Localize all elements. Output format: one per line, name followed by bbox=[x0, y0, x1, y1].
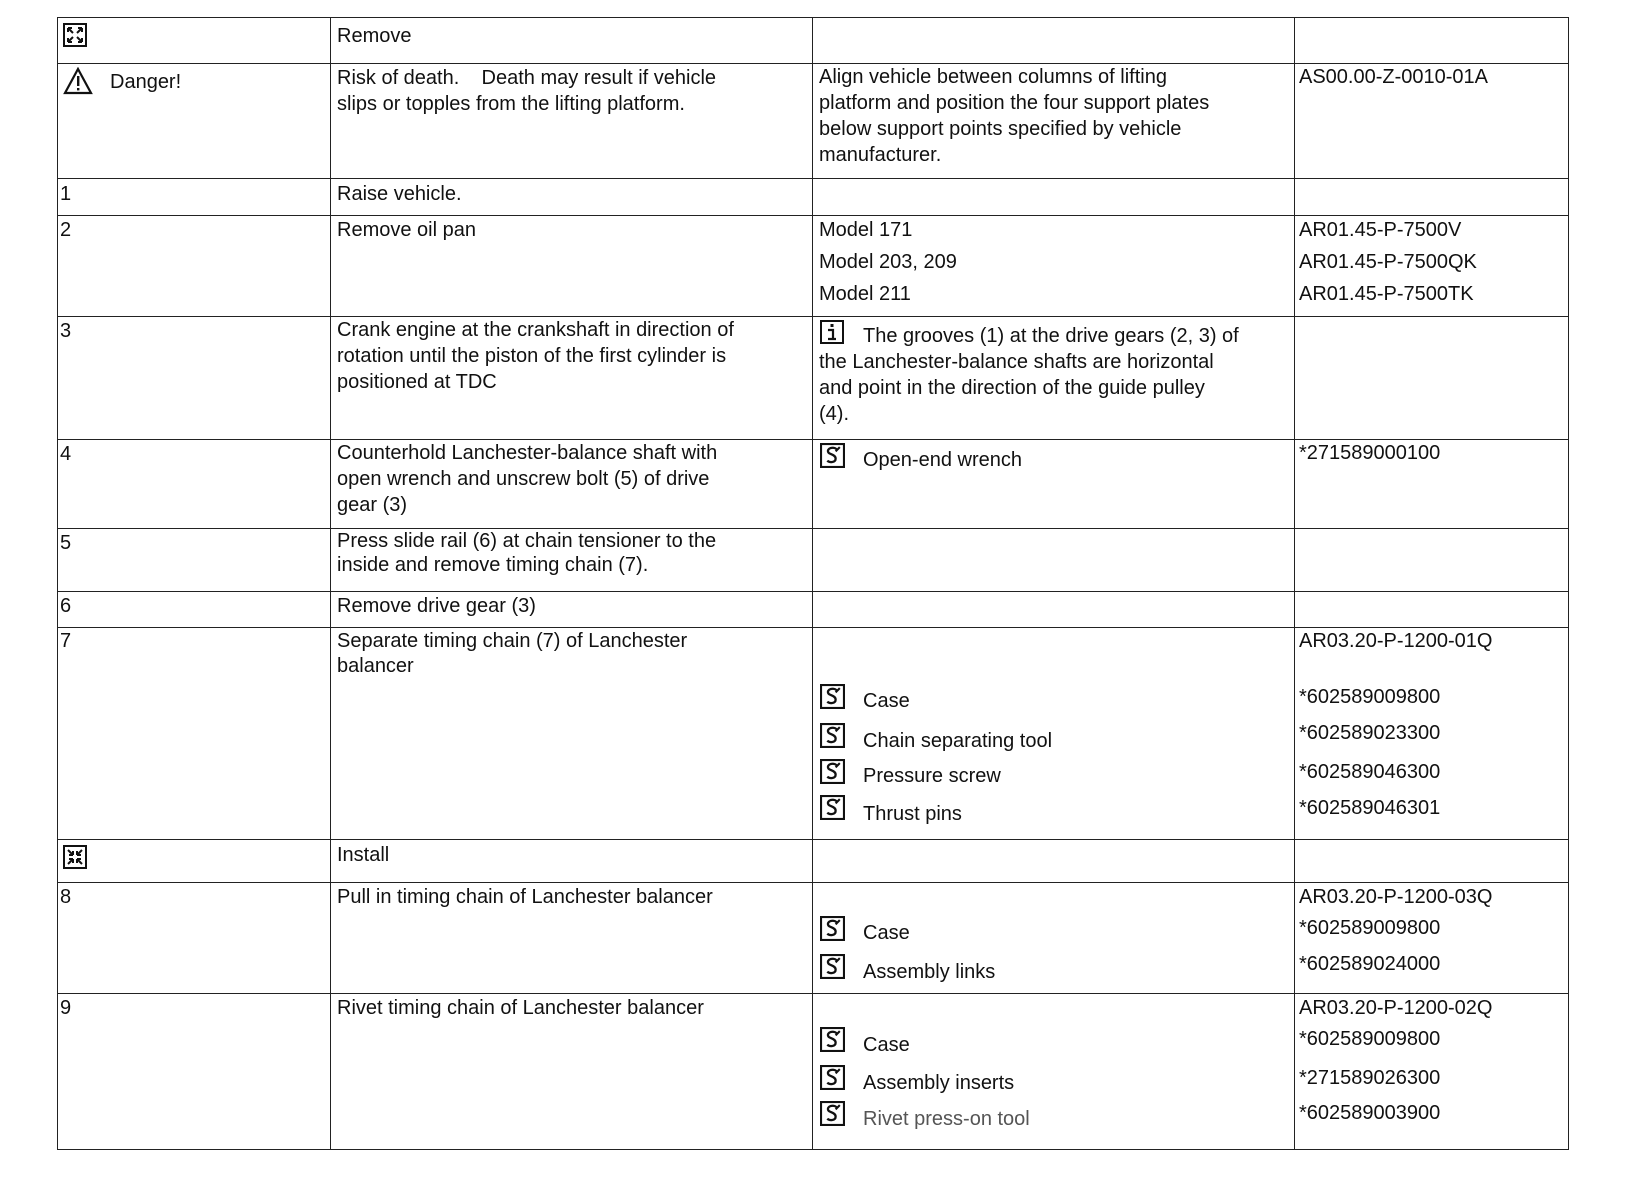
tool-number: *602589023300 bbox=[1299, 722, 1441, 744]
table-row-remove bbox=[58, 18, 1568, 64]
note-line: manufacturer. bbox=[819, 144, 942, 166]
note-line: below support points specified by vehicle bbox=[819, 118, 1182, 140]
special-tool-icon bbox=[820, 795, 845, 820]
step-text: Rivet timing chain of Lanchester balancer bbox=[337, 997, 704, 1019]
tool-name: Thrust pins bbox=[863, 803, 962, 825]
tool-number: *602589003900 bbox=[1299, 1102, 1441, 1124]
special-tool-icon bbox=[820, 916, 845, 941]
model-item: Model 171 bbox=[819, 219, 913, 241]
tool-name: Chain separating tool bbox=[863, 730, 1053, 752]
model-item: Model 203, 209 bbox=[819, 251, 957, 273]
note-line: The grooves (1) at the drive gears (2, 3) of bbox=[863, 325, 1239, 347]
step-number: 9 bbox=[60, 997, 72, 1019]
special-tool-icon bbox=[820, 443, 845, 468]
step-number: 4 bbox=[60, 443, 72, 465]
table-row bbox=[58, 440, 1568, 529]
step-line: rotation until the piston of the first cylinder is bbox=[337, 345, 727, 367]
special-tool-icon bbox=[820, 723, 845, 748]
tool-number: *602589009800 bbox=[1299, 917, 1441, 939]
step-number: 7 bbox=[60, 630, 72, 652]
table-row-install bbox=[58, 840, 1568, 883]
step-line: Crank engine at the crankshaft in direction of bbox=[337, 319, 734, 341]
step-line: positioned at TDC bbox=[337, 371, 497, 393]
special-tool-icon bbox=[820, 759, 845, 784]
danger-text: Risk of death. Death may result if vehicle slips or topples from the lifting platform. bbox=[337, 67, 717, 115]
danger-label: Danger! bbox=[110, 71, 182, 93]
table-row bbox=[58, 994, 1568, 1149]
tool-number: *602589009800 bbox=[1299, 686, 1441, 708]
table-row bbox=[58, 628, 1568, 840]
special-tool-icon bbox=[820, 1101, 845, 1126]
tool-name: Case bbox=[863, 690, 910, 712]
section-label: Install bbox=[337, 844, 390, 866]
model-item: Model 211 bbox=[819, 283, 911, 305]
assemble-icon bbox=[63, 845, 87, 869]
step-number: 6 bbox=[60, 595, 72, 617]
step-line: Counterhold Lanchester-balance shaft with bbox=[337, 442, 718, 464]
tool-name: Assembly inserts bbox=[863, 1072, 1015, 1094]
note-line: (4). bbox=[819, 403, 849, 425]
table-row bbox=[58, 317, 1568, 440]
reference-code: AR01.45-P-7500TK bbox=[1299, 283, 1474, 305]
table-row bbox=[58, 883, 1568, 994]
step-line: open wrench and unscrew bolt (5) of drive bbox=[337, 468, 710, 490]
step-line: gear (3) bbox=[337, 494, 408, 516]
table-row-danger bbox=[58, 64, 1568, 179]
step-text: Raise vehicle. bbox=[337, 183, 462, 205]
step-text: Remove drive gear (3) bbox=[337, 595, 536, 617]
tool-number: *602589009800 bbox=[1299, 1028, 1441, 1050]
tool-number: *602589046301 bbox=[1299, 797, 1441, 819]
tool-number: *602589024000 bbox=[1299, 953, 1441, 975]
tool-name: Open-end wrench bbox=[863, 449, 1022, 471]
reference-code: AR03.20-P-1200-03Q bbox=[1299, 886, 1493, 908]
tool-name: Assembly links bbox=[863, 961, 996, 983]
special-tool-icon bbox=[820, 684, 845, 709]
tool-number: *271589000100 bbox=[1299, 442, 1441, 464]
table-row bbox=[58, 179, 1568, 216]
step-number: 5 bbox=[60, 532, 72, 554]
note-line: the Lanchester-balance shafts are horizontal bbox=[819, 351, 1214, 373]
disassemble-icon bbox=[63, 23, 87, 47]
special-tool-icon bbox=[820, 1027, 845, 1052]
special-tool-icon bbox=[820, 1065, 845, 1090]
step-line: Separate timing chain (7) of Lanchester bbox=[337, 630, 688, 652]
step-number: 3 bbox=[60, 320, 72, 342]
warning-triangle-icon bbox=[63, 67, 93, 95]
tool-name: Pressure screw bbox=[863, 765, 1001, 787]
step-text: Remove oil pan bbox=[337, 219, 476, 241]
repair-instruction-table bbox=[57, 17, 1569, 1150]
tool-name: Case bbox=[863, 922, 910, 944]
reference-code: AR03.20-P-1200-01Q bbox=[1299, 630, 1493, 652]
table-row bbox=[58, 592, 1568, 628]
tool-number: *271589026300 bbox=[1299, 1067, 1441, 1089]
special-tool-icon bbox=[820, 954, 845, 979]
reference-code: AR01.45-P-7500V bbox=[1299, 219, 1462, 241]
step-number: 1 bbox=[60, 183, 72, 205]
reference-code: AR03.20-P-1200-02Q bbox=[1299, 997, 1493, 1019]
reference-code: AR01.45-P-7500QK bbox=[1299, 251, 1477, 273]
step-line: balancer bbox=[337, 655, 414, 677]
step-number: 2 bbox=[60, 219, 72, 241]
tool-number: *602589046300 bbox=[1299, 761, 1441, 783]
note-line: and point in the direction of the guide pulley bbox=[819, 377, 1205, 399]
step-number: 8 bbox=[60, 886, 72, 908]
step-line: Press slide rail (6) at chain tensioner to the bbox=[337, 530, 717, 552]
note-line: platform and position the four support plates bbox=[819, 92, 1210, 114]
tool-name: Rivet press-on tool bbox=[863, 1108, 1030, 1130]
reference-code: AS00.00-Z-0010-01A bbox=[1299, 66, 1489, 88]
section-label: Remove bbox=[337, 25, 412, 47]
table-row bbox=[58, 216, 1568, 317]
step-text: Pull in timing chain of Lanchester balancer bbox=[337, 886, 713, 908]
note-line: Align vehicle between columns of lifting bbox=[819, 66, 1167, 88]
step-line: inside and remove timing chain (7). bbox=[337, 554, 649, 576]
table-row bbox=[58, 529, 1568, 592]
tool-name: Case bbox=[863, 1034, 910, 1056]
